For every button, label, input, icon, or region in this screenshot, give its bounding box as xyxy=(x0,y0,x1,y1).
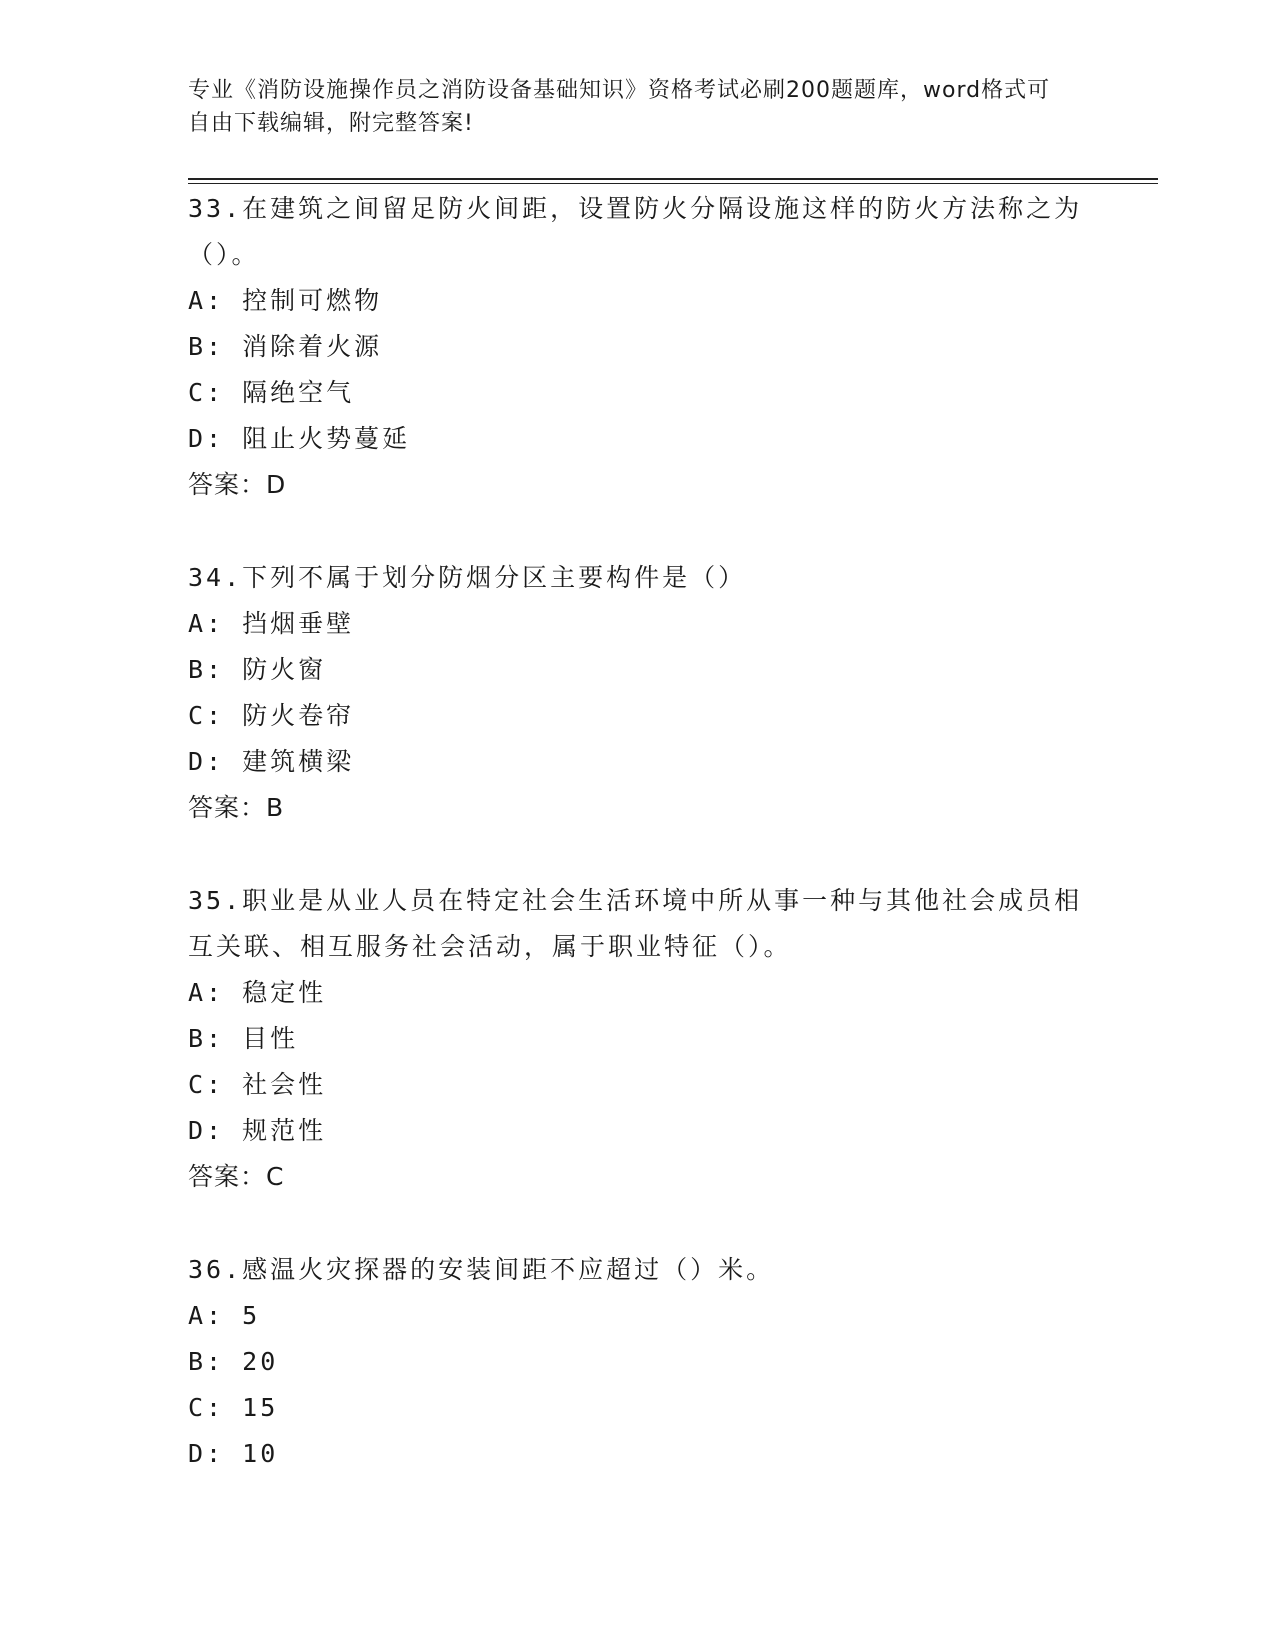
option-d: D: 10 xyxy=(188,1439,279,1468)
option-a: A: 挡烟垂壁 xyxy=(188,609,355,638)
answer-line: 答案：C xyxy=(188,1162,285,1191)
question-33 xyxy=(188,186,1088,508)
question-stem: 35.职业是从业人员在特定社会生活环境中所从事一种与其他社会成员相互关联、相互服务社会活动，属于职业特征（）。 xyxy=(188,886,1083,961)
option-c: C: 15 xyxy=(188,1393,279,1422)
question-stem: 33.在建筑之间留足防火间距，设置防火分隔设施这样的防火方法称之为（）。 xyxy=(188,194,1083,269)
option-b: B: 目性 xyxy=(188,1024,299,1053)
answer-line: 答案：B xyxy=(188,793,285,822)
document-header: 专业《消防设施操作员之消防设备基础知识》资格考试必刷200题题库，word格式可自由下载编辑，附完整答案! xyxy=(188,78,1051,136)
option-c: C: 隔绝空气 xyxy=(188,378,355,407)
option-b: B: 消除着火源 xyxy=(188,332,383,361)
option-b: B: 防火窗 xyxy=(188,655,327,684)
option-c: C: 防火卷帘 xyxy=(188,701,355,730)
question-35 xyxy=(188,878,1088,1200)
header-rule-thin xyxy=(188,183,1158,184)
option-a: A: 稳定性 xyxy=(188,978,327,1007)
header-rule-thick xyxy=(188,178,1158,180)
question-stem: 34.下列不属于划分防烟分区主要构件是（） xyxy=(188,563,747,592)
answer-line: 答案：D xyxy=(188,470,287,499)
option-d: D: 建筑横梁 xyxy=(188,747,355,776)
option-b: B: 20 xyxy=(188,1347,279,1376)
option-d: D: 阻止火势蔓延 xyxy=(188,424,411,453)
question-36 xyxy=(188,1247,1088,1477)
question-34 xyxy=(188,555,1088,831)
option-a: A: 5 xyxy=(188,1301,261,1330)
question-list xyxy=(188,186,1088,1524)
question-stem: 36.感温火灾探器的安装间距不应超过（）米。 xyxy=(188,1255,775,1284)
option-c: C: 社会性 xyxy=(188,1070,327,1099)
option-a: A: 控制可燃物 xyxy=(188,286,383,315)
option-d: D: 规范性 xyxy=(188,1116,327,1145)
